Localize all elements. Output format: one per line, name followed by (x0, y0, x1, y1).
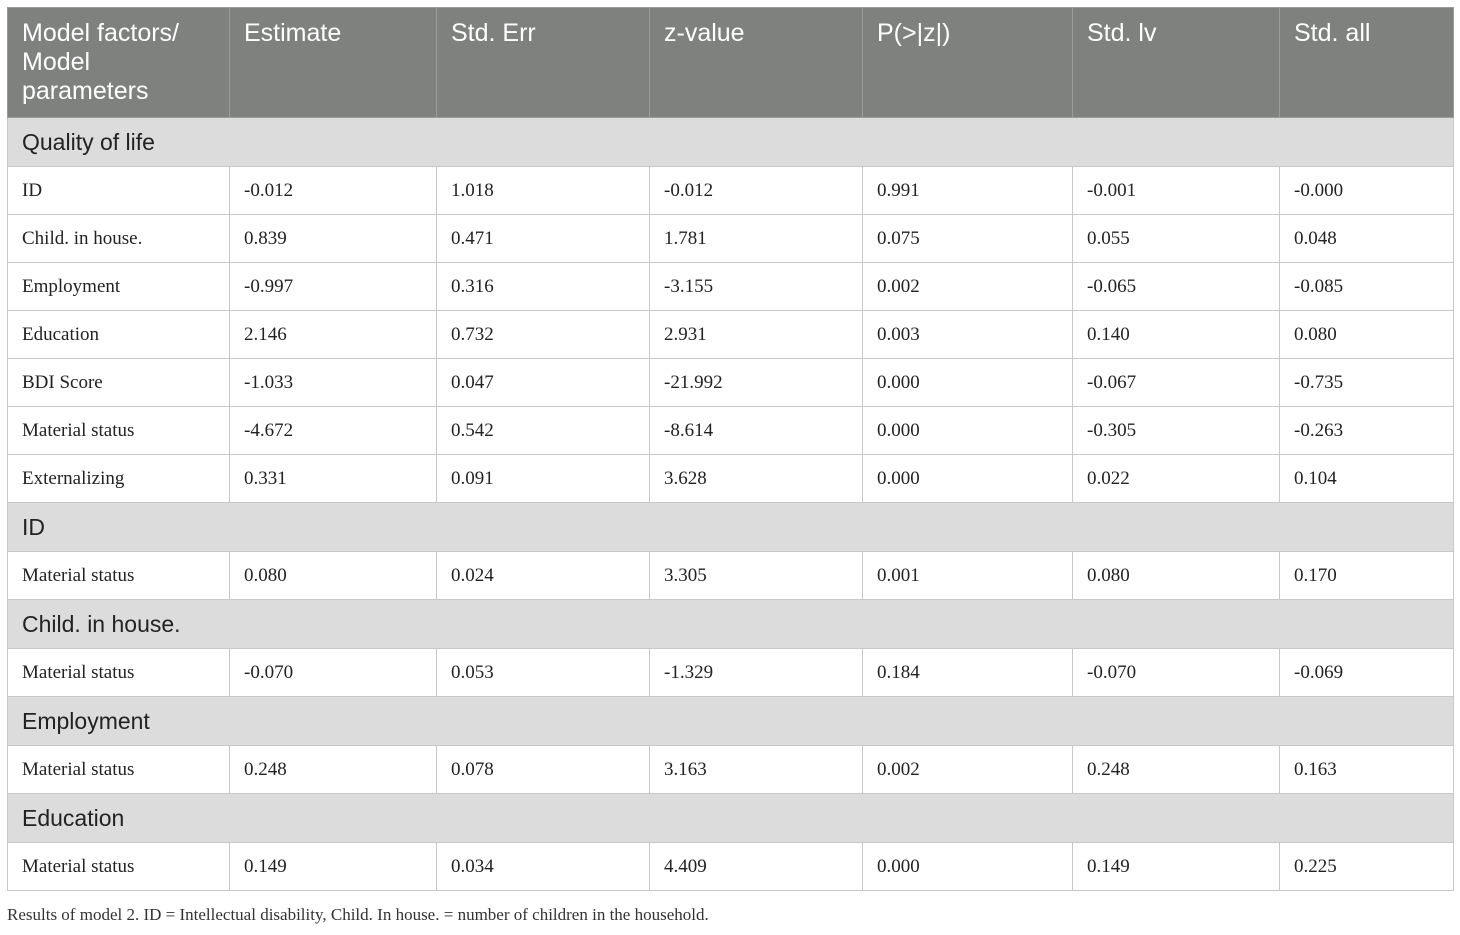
cell-std-err: 0.542 (437, 407, 650, 455)
column-header-p-value: P(>|z|) (863, 8, 1073, 118)
cell-row-label: ID (8, 167, 230, 215)
table-row (8, 167, 1454, 215)
header-row (8, 8, 1454, 118)
cell-std-lv: 0.022 (1073, 455, 1280, 503)
cell-z-value: 3.305 (650, 552, 863, 600)
cell-p-value: 0.000 (863, 359, 1073, 407)
table-row (8, 649, 1454, 697)
table-row (8, 311, 1454, 359)
cell-row-label: Externalizing (8, 455, 230, 503)
cell-row-label: Material status (8, 649, 230, 697)
group-header-row (8, 118, 1454, 167)
cell-p-value: 0.075 (863, 215, 1073, 263)
cell-std-all: 0.170 (1280, 552, 1454, 600)
cell-z-value: -0.012 (650, 167, 863, 215)
cell-p-value: 0.003 (863, 311, 1073, 359)
cell-std-lv: 0.248 (1073, 746, 1280, 794)
cell-std-lv: -0.065 (1073, 263, 1280, 311)
cell-std-lv: -0.067 (1073, 359, 1280, 407)
cell-std-err: 1.018 (437, 167, 650, 215)
cell-z-value: -8.614 (650, 407, 863, 455)
table-body (8, 118, 1454, 891)
cell-std-lv: -0.305 (1073, 407, 1280, 455)
cell-z-value: 1.781 (650, 215, 863, 263)
cell-row-label: BDI Score (8, 359, 230, 407)
table-row (8, 552, 1454, 600)
cell-estimate: 0.248 (230, 746, 437, 794)
cell-z-value: -21.992 (650, 359, 863, 407)
table-row (8, 407, 1454, 455)
cell-std-all: 0.080 (1280, 311, 1454, 359)
cell-row-label: Employment (8, 263, 230, 311)
results-table-container (7, 7, 1453, 891)
group-header-row (8, 600, 1454, 649)
cell-row-label: Material status (8, 746, 230, 794)
cell-row-label: Education (8, 311, 230, 359)
cell-z-value: 3.163 (650, 746, 863, 794)
column-header-model-factors: Model factors/ Model parameters (8, 8, 230, 118)
cell-std-all: -0.069 (1280, 649, 1454, 697)
group-label: Child. in house. (8, 600, 1454, 649)
cell-estimate: 0.331 (230, 455, 437, 503)
cell-std-lv: -0.070 (1073, 649, 1280, 697)
cell-std-err: 0.471 (437, 215, 650, 263)
cell-p-value: 0.001 (863, 552, 1073, 600)
cell-std-all: 0.163 (1280, 746, 1454, 794)
cell-std-all: -0.000 (1280, 167, 1454, 215)
cell-estimate: 0.149 (230, 843, 437, 891)
cell-estimate: -0.012 (230, 167, 437, 215)
cell-std-lv: -0.001 (1073, 167, 1280, 215)
cell-std-err: 0.047 (437, 359, 650, 407)
cell-std-err: 0.732 (437, 311, 650, 359)
cell-std-lv: 0.055 (1073, 215, 1280, 263)
cell-std-err: 0.024 (437, 552, 650, 600)
group-header-row (8, 697, 1454, 746)
table-row (8, 746, 1454, 794)
column-header-std-lv: Std. lv (1073, 8, 1280, 118)
cell-estimate: 0.839 (230, 215, 437, 263)
cell-p-value: 0.991 (863, 167, 1073, 215)
cell-z-value: 3.628 (650, 455, 863, 503)
table-row (8, 843, 1454, 891)
cell-std-all: -0.735 (1280, 359, 1454, 407)
results-table (7, 7, 1454, 891)
cell-std-lv: 0.080 (1073, 552, 1280, 600)
cell-estimate: -4.672 (230, 407, 437, 455)
group-label: Education (8, 794, 1454, 843)
cell-std-lv: 0.149 (1073, 843, 1280, 891)
cell-std-err: 0.091 (437, 455, 650, 503)
cell-std-all: -0.263 (1280, 407, 1454, 455)
cell-p-value: 0.000 (863, 455, 1073, 503)
group-label: Employment (8, 697, 1454, 746)
cell-estimate: 0.080 (230, 552, 437, 600)
table-row (8, 263, 1454, 311)
cell-row-label: Material status (8, 552, 230, 600)
column-header-z-value: z-value (650, 8, 863, 118)
cell-std-err: 0.316 (437, 263, 650, 311)
cell-estimate: -0.997 (230, 263, 437, 311)
cell-p-value: 0.002 (863, 263, 1073, 311)
column-header-estimate: Estimate (230, 8, 437, 118)
cell-std-all: 0.104 (1280, 455, 1454, 503)
cell-std-err: 0.034 (437, 843, 650, 891)
cell-std-err: 0.053 (437, 649, 650, 697)
cell-z-value: -1.329 (650, 649, 863, 697)
cell-p-value: 0.000 (863, 407, 1073, 455)
table-header (8, 8, 1454, 118)
cell-p-value: 0.184 (863, 649, 1073, 697)
cell-std-lv: 0.140 (1073, 311, 1280, 359)
cell-std-all: -0.085 (1280, 263, 1454, 311)
table-caption: Results of model 2. ID = Intellectual disability, Child. In house. = number of children in the household. (7, 905, 709, 924)
cell-std-all: 0.225 (1280, 843, 1454, 891)
column-header-std-all: Std. all (1280, 8, 1454, 118)
cell-row-label: Material status (8, 843, 230, 891)
cell-z-value: 4.409 (650, 843, 863, 891)
group-label: Quality of life (8, 118, 1454, 167)
cell-estimate: -1.033 (230, 359, 437, 407)
column-header-std-err: Std. Err (437, 8, 650, 118)
group-label: ID (8, 503, 1454, 552)
table-row (8, 359, 1454, 407)
cell-estimate: 2.146 (230, 311, 437, 359)
cell-estimate: -0.070 (230, 649, 437, 697)
table-row (8, 455, 1454, 503)
cell-row-label: Material status (8, 407, 230, 455)
cell-std-err: 0.078 (437, 746, 650, 794)
cell-z-value: -3.155 (650, 263, 863, 311)
cell-row-label: Child. in house. (8, 215, 230, 263)
cell-p-value: 0.002 (863, 746, 1073, 794)
cell-z-value: 2.931 (650, 311, 863, 359)
table-row (8, 215, 1454, 263)
cell-p-value: 0.000 (863, 843, 1073, 891)
cell-std-all: 0.048 (1280, 215, 1454, 263)
group-header-row (8, 794, 1454, 843)
group-header-row (8, 503, 1454, 552)
